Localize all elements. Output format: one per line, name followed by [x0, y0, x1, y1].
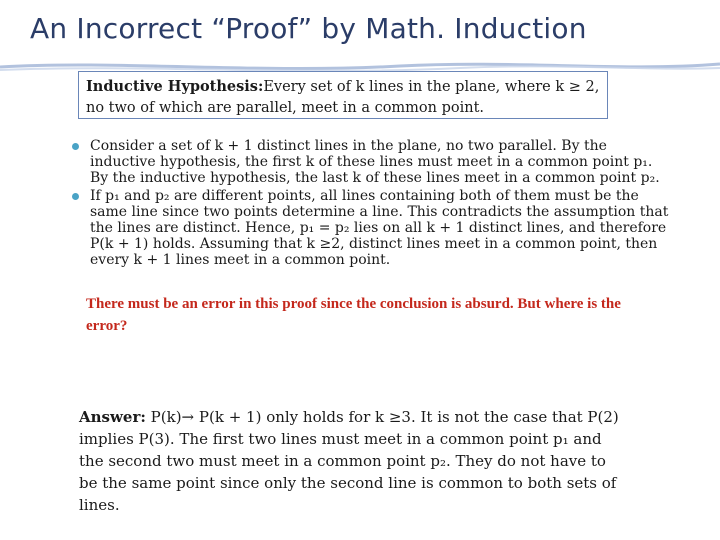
bullet-dot-icon — [72, 143, 79, 150]
bullet-dot-icon — [72, 193, 79, 200]
error-question: There must be an error in this proof since the conclusion is absurd. But where is the error? — [86, 296, 621, 334]
hypothesis-label: Inductive Hypothesis: — [86, 78, 264, 95]
bullet-item — [72, 188, 672, 268]
inductive-hypothesis-box — [78, 71, 608, 119]
proof-bullet-list — [72, 138, 672, 270]
bullet-item — [72, 138, 672, 186]
answer-label: Answer: — [79, 408, 146, 426]
slide-title: An Incorrect “Proof” by Math. Induction — [30, 12, 587, 45]
hypothesis-text: Every set of k lines in the plane, where k ≥ 2, no two of which are parallel, meet in a common point. — [86, 79, 600, 116]
answer-text: P(k)→ P(k + 1) only holds for k ≥3. It is not the case that P(2) implies P(3). The first two lines must meet in a common point p₁ and the second two must meet in a common point p₂. They do not have to be the same point since only the second line is common to both sets of lines. — [79, 408, 619, 514]
answer-paragraph — [79, 406, 624, 516]
bullet-text: Consider a set of k + 1 distinct lines in the plane, no two parallel. By the inductive hypothesis, the first k of these lines must meet in a common point p₁. By the inductive hypothesis, the last k of these lines meet in a common point p₂. — [90, 138, 660, 186]
bullet-text: If p₁ and p₂ are different points, all lines containing both of them must be the same line since two points determine a line. This contradicts the assumption that the lines are distinct. Hence, p₁ = p₂ lies on all k + 1 distinct lines, and therefore P(k + 1) holds. Assuming that k ≥2, distinct lines meet in a common point, then every k + 1 lines meet in a common point. — [90, 188, 669, 268]
